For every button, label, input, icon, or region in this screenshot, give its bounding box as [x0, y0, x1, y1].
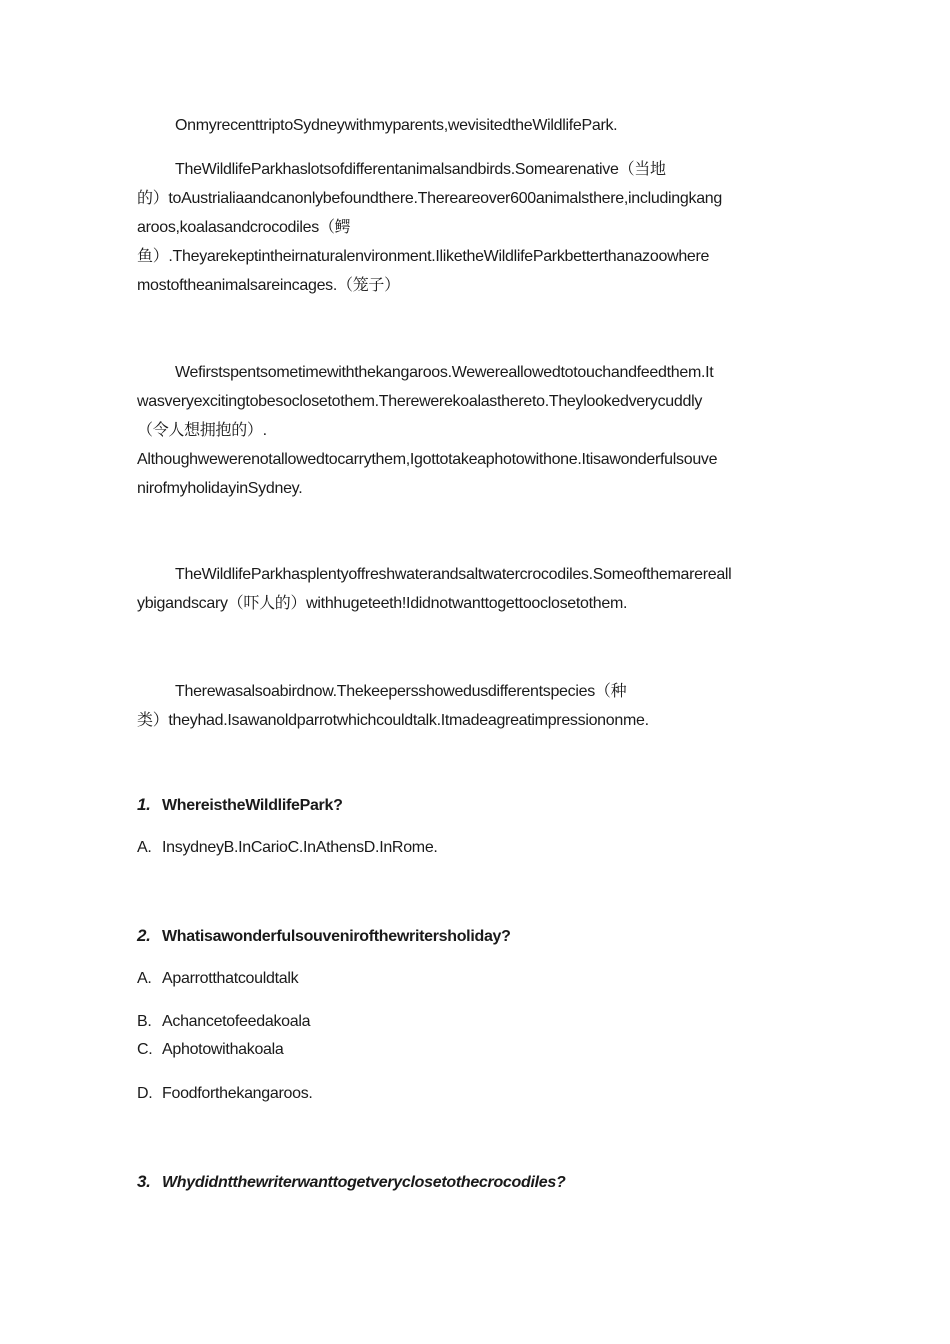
- question-number: 1.: [137, 795, 151, 814]
- paragraph-4: [137, 560, 827, 618]
- question-1-option-a: [137, 839, 438, 857]
- paragraph-line: 鱼）.Theyarekeptintheirnaturalenvironment.IliketheWildlifeParkbetterthanazoowhere: [137, 248, 710, 265]
- paragraph-1: [137, 111, 827, 140]
- paragraph-line: Althoughwewerenotallowedtocarrythem,Igottotakeaphotowithone.Itisawonderfulsouve: [137, 451, 718, 468]
- question-2-option-d: [137, 1085, 313, 1103]
- option-text: InsydneyB.InCarioC.InAthensD.InRome.: [162, 839, 438, 856]
- option-letter: A.: [137, 839, 152, 856]
- question-text: Whydidntthewriterwanttogetveryclosetothecrocodiles?: [162, 1174, 566, 1191]
- option-text: Aphotowithakoala: [162, 1041, 284, 1058]
- question-3: [137, 1172, 565, 1192]
- paragraph-line: Wefirstspentsometimewiththekangaroos.Wewereallowedtotouchandfeedthem.It: [175, 364, 714, 381]
- paragraph-5: [137, 677, 827, 735]
- question-2-option-c: [137, 1041, 284, 1059]
- question-text: Whatisawonderfulsouvenirofthewritersholiday?: [162, 928, 511, 945]
- paragraph-line: nirofmyholidayinSydney.: [137, 480, 303, 497]
- paragraph-line: 的）toAustrialiaandcanonlybefoundthere.Thereareover600animalsthere,includingkang: [137, 190, 722, 207]
- paragraph-line: ybigandscary（吓人的）withhugeteeth!Ididnotwanttogettooclosetothem.: [137, 595, 628, 612]
- paragraph-line: OnmyrecenttriptoSydneywithmyparents,wevisitedtheWildlifePark.: [175, 117, 618, 134]
- paragraph-line: TheWildlifeParkhaslotsofdifferentanimalsandbirds.Somearenative（当地: [175, 161, 666, 178]
- paragraph-line: mostoftheanimalsareincages.（笼子）: [137, 277, 400, 294]
- option-letter: B.: [137, 1013, 152, 1030]
- paragraph-line: （令人想拥抱的）.: [137, 422, 267, 439]
- option-text: Foodforthekangaroos.: [162, 1085, 313, 1102]
- option-text: Aparrotthatcouldtalk: [162, 970, 299, 987]
- question-2-option-b: [137, 1013, 310, 1031]
- paragraph-3: [137, 358, 827, 503]
- paragraph-line: Therewasalsoabirdnow.Thekeepersshowedusdifferentspecies（种: [175, 683, 627, 700]
- question-number: 3.: [137, 1172, 151, 1191]
- option-text: Achancetofeedakoala: [162, 1013, 311, 1030]
- question-2: [137, 926, 511, 946]
- option-letter: D.: [137, 1085, 153, 1102]
- question-2-option-a: [137, 970, 298, 988]
- paragraph-2: [137, 155, 827, 300]
- question-1: [137, 795, 343, 815]
- question-text: WhereistheWildlifePark?: [162, 797, 343, 814]
- option-letter: A.: [137, 970, 152, 987]
- paragraph-line: wasveryexcitingtobesoclosetothem.Therewerekoalasthereto.Theylookedverycuddly: [137, 393, 703, 410]
- question-number: 2.: [137, 926, 151, 945]
- paragraph-line: aroos,koalasandcrocodiles（鳄: [137, 219, 351, 236]
- option-letter: C.: [137, 1041, 153, 1058]
- paragraph-line: TheWildlifeParkhasplentyoffreshwaterandsaltwatercrocodiles.Someofthemarereall: [175, 566, 732, 583]
- paragraph-line: 类）theyhad.Isawanoldparrotwhichcouldtalk.Itmadeagreatimpressiononme.: [137, 712, 649, 729]
